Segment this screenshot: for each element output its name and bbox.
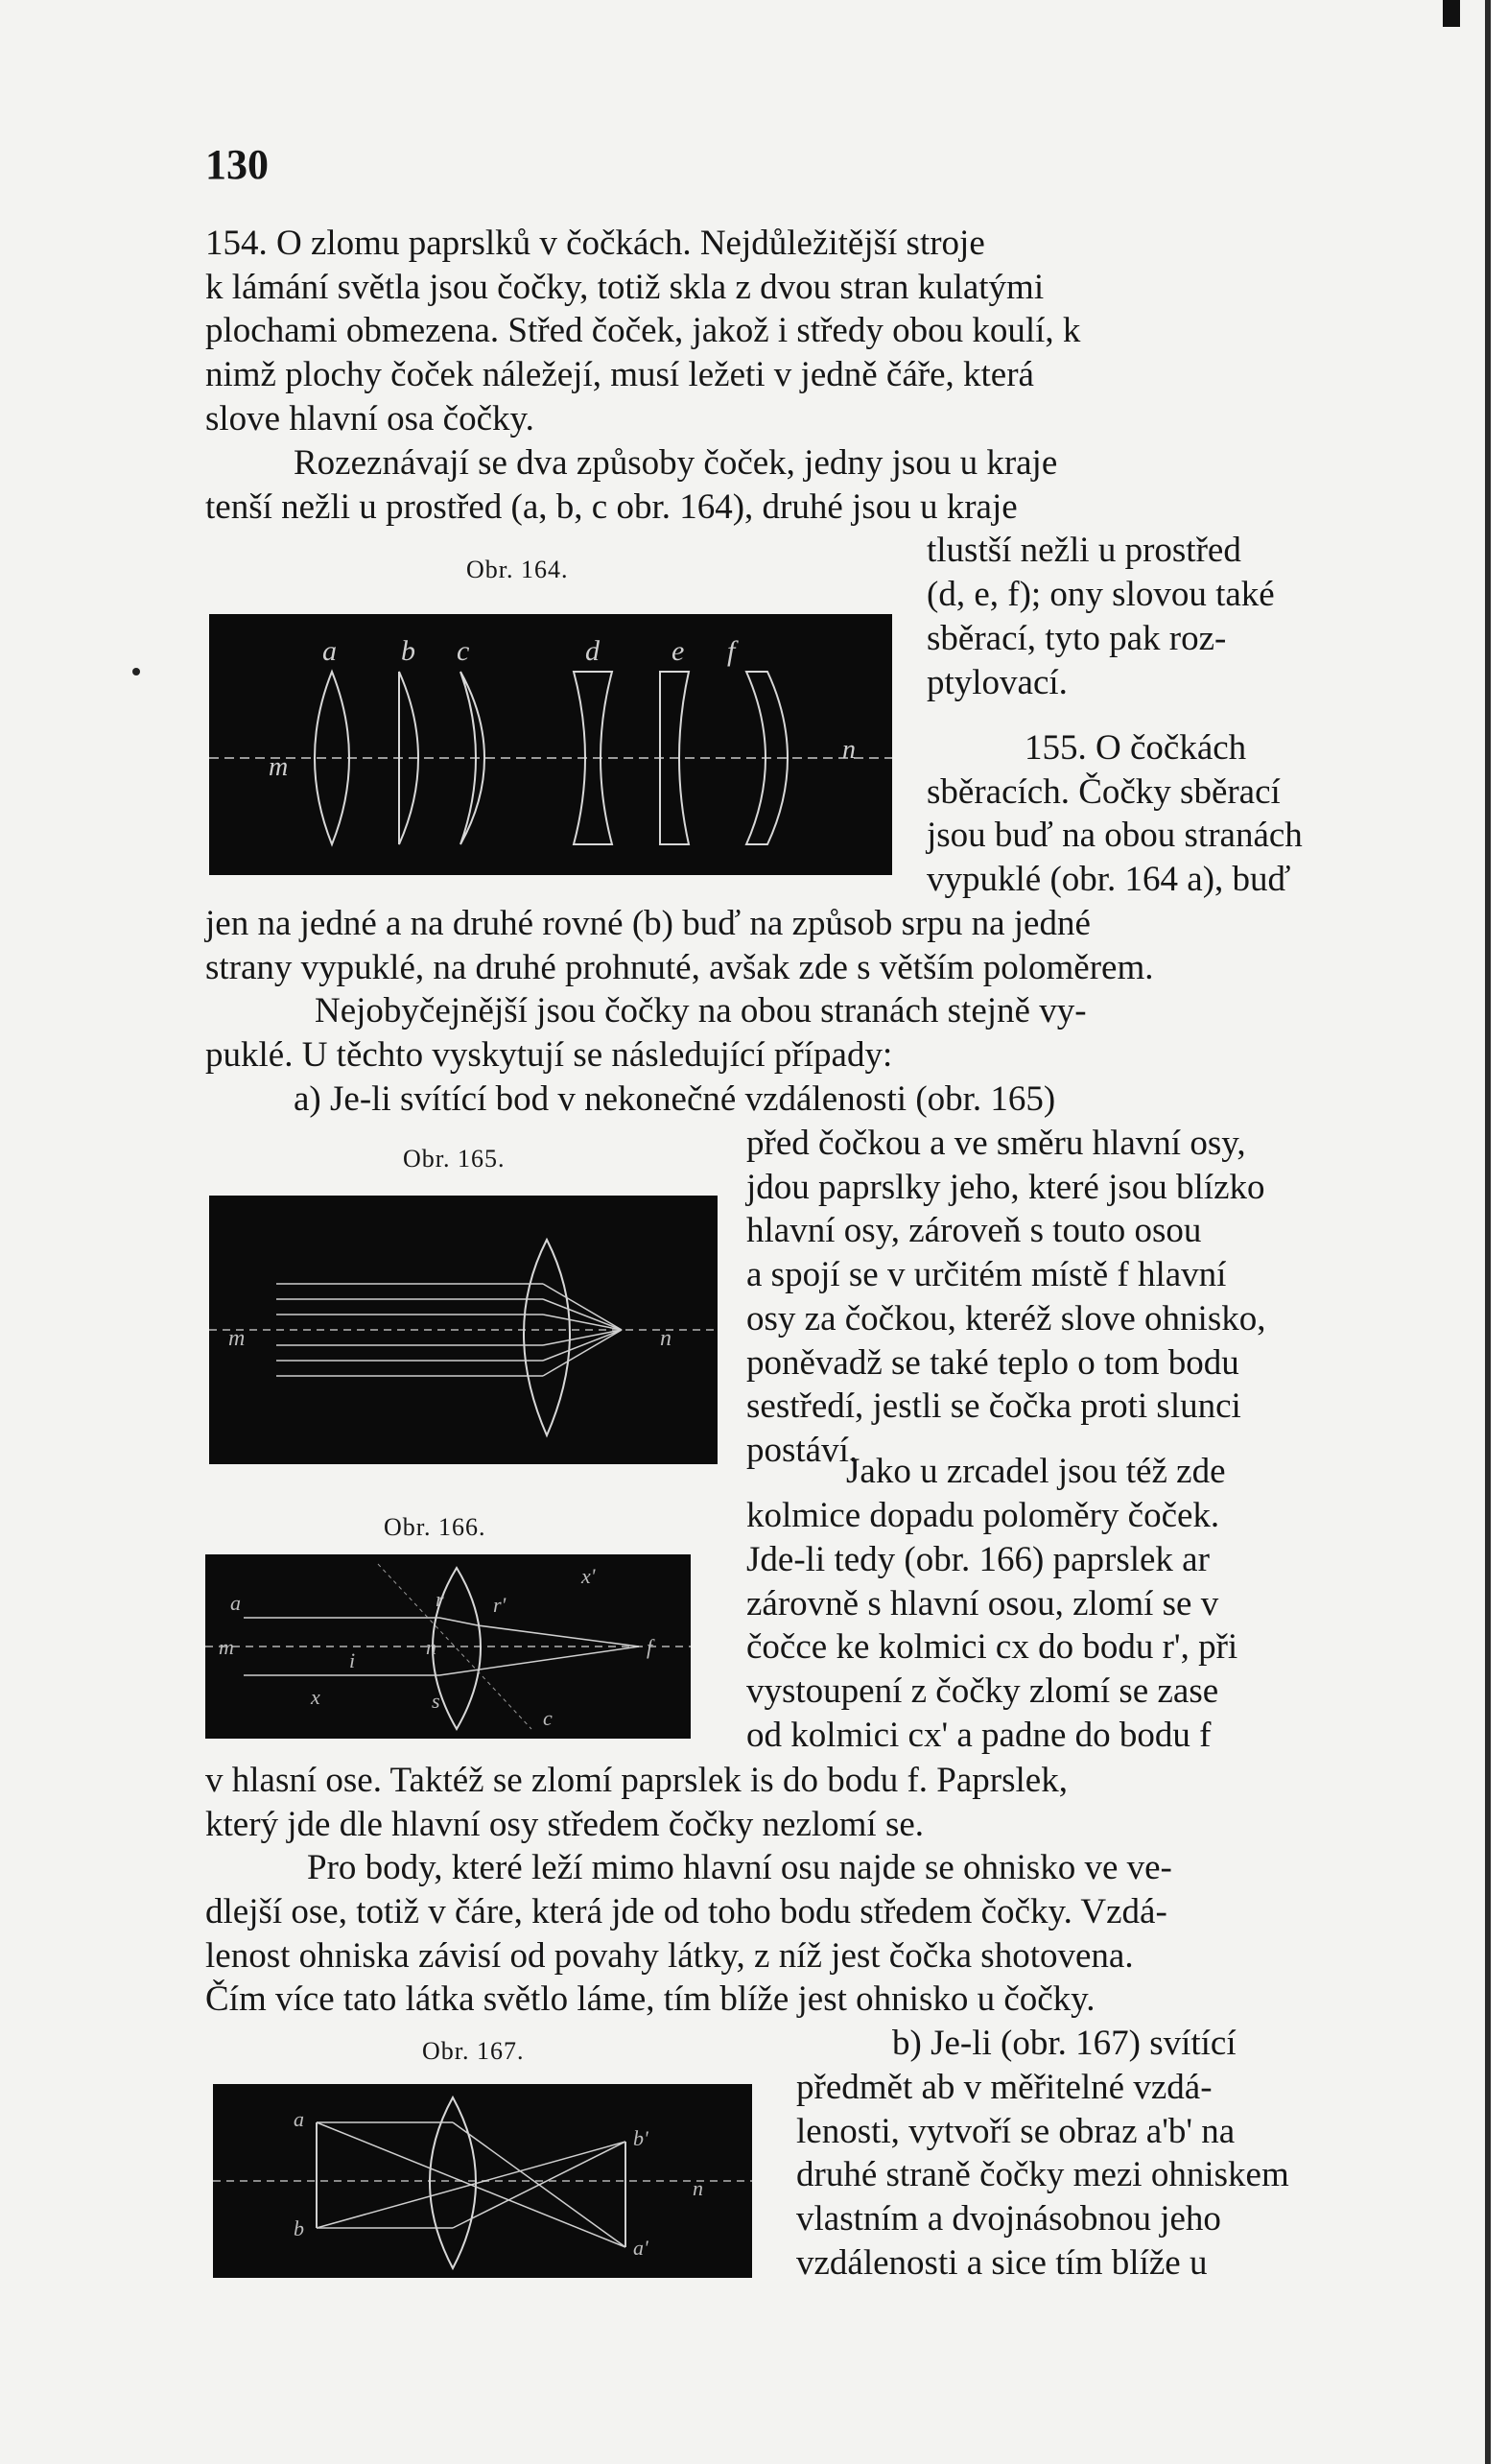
fig167-label: a [294,2107,304,2131]
fig166-label: a [230,1591,241,1615]
fig164-axis-label: m [269,752,289,782]
text-line: předmět ab v měřitelné vzdá- [796,2068,1213,2107]
text-line: puklé. U těchto vyskytují se následující případy: [205,1035,893,1075]
fig167-label: b [294,2216,304,2240]
text-line: vypuklé (obr. 164 a), buď [927,860,1291,899]
fig166-label: x [311,1685,320,1709]
fig166-label: m [219,1635,234,1659]
text-line: Nejobyčejnější jsou čočky na obou stranách stejně vy- [315,991,1087,1031]
text-line: sestředí, jestli se čočka proti slunci [746,1386,1241,1426]
text-line: lenost ohniska závisí od povahy látky, z níž jest čočka shotovena. [205,1936,1134,1976]
figure-caption: Obr. 165. [403,1145,506,1173]
figure-caption: Obr. 166. [384,1513,486,1541]
text-line: postáví. [746,1431,859,1470]
text-line: (d, e, f); ony slovou také [927,575,1275,614]
fig166-label: n [426,1635,436,1659]
text-line: Jde-li tedy (obr. 166) paprslek ar [746,1540,1210,1579]
text-line: jdou paprslky jeho, které jsou blízko [746,1168,1265,1207]
text-line: b) Je-li (obr. 167) svítící [892,2024,1237,2063]
figure-167 [213,2084,752,2278]
fig167-label: n [693,2176,703,2200]
text-line: k lámání světla jsou čočky, totiž skla z dvou stran kulatými [205,268,1045,307]
text-line: Pro body, které leží mimo hlavní osu najde se ohnisko ve ve- [307,1848,1172,1887]
text-line: vlastním a dvojnásobnou jeho [796,2199,1221,2239]
text-line: hlavní osy, zároveň s touto osou [746,1211,1202,1250]
text-line: který jde dle hlavní osy středem čočky nezlomí se. [205,1805,925,1844]
fig167-label: a' [633,2236,648,2260]
fig166-label: x' [581,1564,596,1588]
fig166-label: s [432,1689,440,1713]
text-line: a) Je-li svítící bod v nekonečné vzdálenosti (obr. 165) [294,1079,1056,1119]
text-line: od kolmici cx' a padne do bodu f [746,1716,1212,1755]
text-line: v hlasní ose. Taktéž se zlomí paprslek is do bodu f. Paprslek, [205,1761,1068,1800]
scan-corner-mark [1443,0,1460,27]
text-line: sběrací, tyto pak roz- [927,619,1227,658]
fig165-axis-label: m [228,1326,246,1351]
text-line: Jako u zrcadel jsou též zde [846,1452,1226,1491]
figure-166 [205,1554,691,1739]
text-line: tenší nežli u prostřed (a, b, c obr. 164), druhé jsou u kraje [205,487,1018,527]
figure-165-drawing [209,1196,718,1464]
text-line: plochami obmezena. Střed čoček, jakož i středy obou koulí, k [205,311,1081,350]
margin-dot [132,668,140,675]
fig166-label: c [543,1706,553,1730]
text-line: poněvadž se také teplo o tom bodu [746,1343,1239,1383]
lens [524,1240,570,1435]
text-line: 155. O čočkách [1025,728,1247,768]
text-line: jen na jedné a na druhé rovné (b) buď na způsob srpu na jedné [205,904,1091,943]
text-line: Čím více tato látka světlo láme, tím blíže jest ohnisko u čočky. [205,1979,1096,2019]
text-line: kolmice dopadu poloměry čoček. [746,1496,1220,1535]
text-line: jsou buď na obou stranách [927,816,1303,855]
figure-caption: Obr. 167. [422,2037,525,2065]
text-line: Rozeznávají se dva způsoby čoček, jedny jsou u kraje [294,443,1058,483]
text-line: a spojí se v určitém místě f hlavní [746,1255,1227,1294]
text-line: před čočkou a ve směru hlavní osy, [746,1124,1246,1163]
text-line: vzdálenosti a sice tím blíže u [796,2243,1208,2283]
text-line: strany vypuklé, na druhé prohnuté, avšak zde s větším poloměrem. [205,948,1154,987]
text-line: ptylovací. [927,663,1068,702]
fig166-label: r [436,1587,444,1611]
figure-164 [209,614,892,875]
text-line: nimž plochy čoček náležejí, musí ležeti v jedně čáře, která [205,355,1034,394]
page-number: 130 [205,141,269,188]
figure-caption: Obr. 164. [466,556,569,583]
fig165-axis-label: n [660,1326,672,1351]
fig164-letter: d [585,635,600,667]
text-line: čočce ke kolmici cx do bodu r', při [746,1627,1238,1667]
fig167-label: b' [633,2126,648,2150]
fig164-letter: f [727,635,736,667]
text-line: sběracích. Čočky sběrací [927,772,1281,812]
fig166-label: r' [493,1593,507,1617]
fig164-letter: b [401,635,415,667]
text-line: druhé straně čočky mezi ohniskem [796,2155,1289,2194]
text-line: slove hlavní osa čočky. [205,399,534,438]
figure-164-drawing [209,614,892,875]
text-line: dlejší ose, totiž v čáre, která jde od toho bodu středem čočky. Vzdá- [205,1892,1167,1931]
text-line: lenosti, vytvoří se obraz a'b' na [796,2112,1236,2151]
fig164-axis-label: n [842,735,856,765]
fig166-label: f [647,1635,653,1659]
fig164-letter: c [457,635,470,667]
text-line: 154. O zlomu paprslků v čočkách. Nejdůležitější stroje [205,224,985,263]
text-line: zárovně s hlavní osou, zlomí se v [746,1584,1219,1623]
fig164-letter: a [322,635,337,667]
text-line: vystoupení z čočky zlomí se zase [746,1671,1219,1711]
fig164-letter: e [672,635,685,667]
figure-166-drawing [205,1554,691,1739]
text-line: osy za čočkou, kteréž slove ohnisko, [746,1299,1266,1339]
figure-165 [209,1196,718,1464]
text-line: tlustší nežli u prostřed [927,531,1241,570]
fig166-label: i [349,1648,356,1672]
figure-167-drawing [213,2084,752,2278]
